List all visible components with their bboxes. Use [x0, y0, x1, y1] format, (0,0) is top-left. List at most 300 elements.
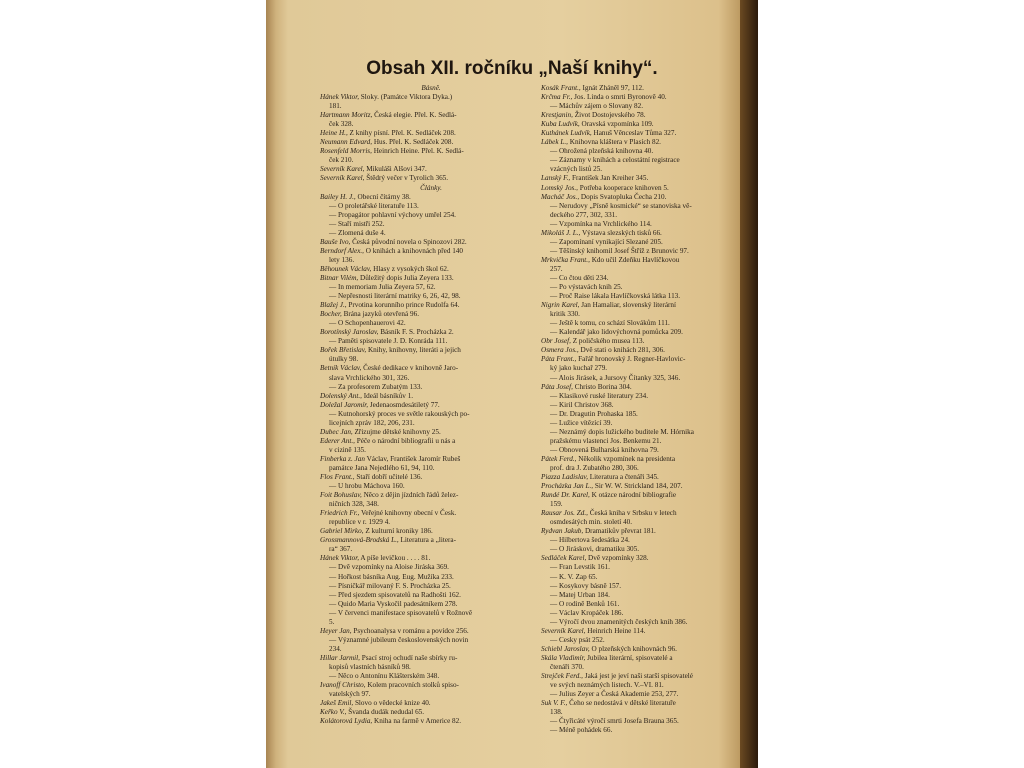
author-name: Foit Bohuslav, — [320, 491, 362, 500]
toc-entry — [541, 374, 758, 383]
toc-entry — [541, 238, 758, 247]
entry-text: ra“ 367. — [329, 545, 353, 554]
toc-entry — [320, 193, 542, 202]
entry-text: památce Jana Nejedlého 61, 94, 110. — [329, 463, 435, 472]
toc-entry — [320, 527, 542, 536]
author-name: Finberka z. Jan — [320, 454, 365, 463]
entry-text: — Záznamy v knihách a celostátní registrace — [550, 156, 680, 165]
entry-text: Jan Hamaliar, slovenský literární — [579, 301, 676, 310]
toc-entry — [541, 491, 758, 500]
entry-text: Ignát Zháněl 97, 112. — [580, 84, 644, 92]
entry-text: Knihy, knihovny, literáti a jejich — [366, 346, 461, 355]
section-heading — [320, 184, 542, 193]
toc-entry — [541, 410, 758, 419]
toc-entry — [541, 102, 758, 111]
entry-text: O plzeňských knihovnách 96. — [589, 644, 677, 653]
author-name: Ederer Ant., — [320, 436, 355, 445]
author-name: Borotínský Jaroslav, — [320, 328, 379, 337]
entry-text: Zřizujme dětské knihovny 25. — [352, 427, 441, 436]
entry-text: — Proč Raise lákala Havlíčkovská látka 113. — [550, 292, 681, 301]
toc-entry — [320, 509, 542, 518]
author-name: Běhounek Václav, — [320, 264, 372, 273]
toc-entry — [320, 383, 542, 392]
entry-text: Knihovna kláštera v Plasích 82. — [567, 138, 661, 147]
entry-text: Christo Borina 304. — [572, 382, 632, 391]
toc-entry — [541, 699, 758, 708]
author-name: Schiebl Jaroslav, — [541, 644, 590, 653]
toc-entry — [541, 129, 758, 138]
toc-entry — [541, 193, 758, 202]
entry-text: Fařář hronovský J. Regner-Havlovic- — [576, 355, 686, 364]
toc-entry — [541, 518, 758, 527]
toc-entry — [541, 554, 758, 563]
entry-text: Jaká jest je jeví naši starší spisovatelé — [582, 672, 693, 681]
toc-entry — [320, 455, 542, 464]
entry-text: Básně. — [421, 84, 441, 92]
entry-text: — Ještě k tomu, co schází Slovákům 111. — [550, 319, 670, 328]
author-name: Hillar Jarmil, — [320, 653, 360, 662]
entry-text: Hlasy z vysokých škol 62. — [371, 264, 449, 273]
entry-text: vatelských 97. — [329, 690, 371, 699]
entry-text: — Julius Zeyer a Česká Akademie 253, 277. — [550, 690, 679, 699]
entry-text: — Vzpomínka na Vrchlického 114. — [550, 219, 652, 228]
entry-text: — Nerudovy „Písně kosmické“ se stanoviska vě- — [550, 201, 692, 210]
toc-entry — [541, 319, 758, 328]
entry-text: Články. — [420, 183, 442, 192]
entry-text: Život Dostojevského 78. — [572, 111, 646, 120]
entry-text: — Quido Maria Vyskočil padesátníkem 278. — [329, 599, 458, 608]
toc-entry — [541, 545, 758, 554]
author-name: Ivanoff Christo, — [320, 681, 366, 690]
entry-text: prof. dra J. Zubatého 280, 306. — [550, 463, 639, 472]
toc-entry — [541, 202, 758, 211]
author-name: Kolátorová Lydia, — [320, 717, 373, 726]
toc-entry — [320, 364, 542, 373]
toc-entry — [541, 247, 758, 256]
entry-text: — Ohrožená plzeňská knihovna 40. — [550, 147, 654, 156]
author-name: Bauše Ivo, — [320, 237, 351, 246]
entry-text: — Nepřesnosti literární matriky 6, 26, 42, 98. — [329, 292, 461, 301]
entry-text: ničních 328, 348. — [329, 500, 379, 509]
toc-entry — [541, 211, 758, 220]
author-name: Mrkvička Frant., — [541, 255, 590, 264]
toc-entry — [541, 383, 758, 392]
entry-text: slava Vrchlického 301, 326. — [329, 373, 410, 382]
toc-entry — [320, 328, 542, 337]
entry-text: Švanda dudák nedudal 65. — [346, 708, 425, 717]
author-name: Heyer Jan, — [320, 626, 352, 635]
entry-text: Hus. Přel. K. Sedláček 208. — [372, 138, 454, 147]
toc-entry — [320, 238, 542, 247]
author-name: Dolenský Ant., — [320, 391, 362, 400]
entry-text: Jos. Linda o smrti Byronově 40. — [572, 93, 667, 102]
author-name: Mikoláš J. L., — [541, 228, 581, 237]
toc-entry — [541, 283, 758, 292]
toc-entry — [541, 364, 758, 373]
toc-entry — [320, 428, 542, 437]
entry-text: 234. — [329, 644, 342, 653]
entry-text: — Něco o Antonínu Klášterském 348. — [329, 672, 440, 681]
entry-text: Několik vzpomínek na presidenta — [576, 454, 676, 463]
author-name: Doležal Jaromír, — [320, 400, 369, 409]
toc-entry — [320, 654, 542, 663]
entry-text: — Václav Kropáček 186. — [550, 608, 624, 617]
author-name: Sedláček Karel, — [541, 554, 587, 563]
entry-text: 5. — [329, 617, 335, 626]
toc-entry — [320, 292, 542, 301]
entry-text: — Písničkář milovaný F. S. Procházka 25. — [329, 581, 451, 590]
toc-entry — [320, 446, 542, 455]
toc-entry — [541, 591, 758, 600]
toc-entry — [541, 717, 758, 726]
entry-text: Literatura a „litera- — [398, 536, 456, 545]
entry-text: Staří dobří učitelé 136. — [354, 473, 423, 482]
entry-text: Slovo o vědecké knize 40. — [353, 699, 431, 708]
author-name: Bořek Břetislav, — [320, 346, 367, 355]
author-name: Pátek Ferd., — [541, 454, 577, 463]
toc-entry — [541, 663, 758, 672]
entry-text: — Staří mistři 252. — [329, 219, 385, 228]
entry-text: — Kosykovy básně 157. — [550, 581, 622, 590]
toc-entry — [541, 93, 758, 102]
toc-entry — [541, 654, 758, 663]
toc-entry — [320, 600, 542, 609]
entry-text: Psací stroj ochudí naše sbírky ru- — [359, 653, 458, 662]
entry-text: Čeho se nedostává v dětské literatuře — [567, 699, 676, 708]
entry-text: 159. — [550, 500, 563, 509]
entry-text: Sir W. W. Strickland 184, 207. — [593, 482, 683, 491]
toc-entry — [541, 600, 758, 609]
toc-entry — [541, 174, 758, 183]
toc-entry — [320, 337, 542, 346]
entry-text: Prvotina korunního prince Rudolfa 64. — [346, 301, 460, 310]
entry-text: Dramatikův převrat 181. — [583, 527, 656, 536]
entry-text: Oravská vzpomínka 109. — [579, 120, 654, 129]
toc-entry — [541, 726, 758, 735]
book-page — [266, 0, 758, 768]
toc-entry — [320, 310, 542, 319]
entry-text: — Čtyřicáté výročí smrti Josefa Brauna 365. — [550, 717, 679, 726]
toc-entry — [320, 374, 542, 383]
author-name: Kosák Frant., — [541, 84, 581, 92]
entry-text: — Neznámý dopis lužického buditele M. Hórnika — [550, 427, 694, 436]
author-name: Lanský F., — [541, 174, 571, 183]
entry-text: Jubilea literární, spisovatelé a — [585, 653, 673, 662]
entry-text: 257. — [550, 264, 563, 273]
entry-text: — Klasikové ruské literatury 234. — [550, 391, 649, 400]
entry-text: Psychoanalysa v románu a povídce 256. — [351, 626, 469, 635]
toc-entry — [320, 582, 542, 591]
entry-text: kritik 330. — [550, 310, 580, 319]
toc-entry — [320, 102, 542, 111]
entry-text: útulky 98. — [329, 355, 359, 364]
entry-text: Literatura a čtenáři 345. — [588, 473, 659, 482]
toc-entry — [320, 220, 542, 229]
author-name: Osmera Jos., — [541, 346, 579, 355]
page-title: Obsah XII. ročníku „Naší knihy“. — [366, 58, 658, 79]
toc-entry — [320, 265, 542, 274]
entry-text: Důležitý dopis Julia Zeyera 133. — [358, 273, 454, 282]
toc-entry — [541, 681, 758, 690]
author-name: Jakeš Emil, — [320, 699, 354, 708]
toc-entry — [541, 346, 758, 355]
author-name: Rydvan Jakub, — [541, 527, 584, 536]
toc-entry — [320, 138, 542, 147]
author-name: Blažej J., — [320, 301, 347, 310]
author-name: Rausar Jos. Zd., — [541, 509, 588, 518]
entry-text: — Za profesorem Zubatým 133. — [329, 382, 423, 391]
toc-entry — [320, 147, 542, 156]
toc-entry — [320, 93, 542, 102]
author-name: Obr Josef, — [541, 337, 571, 346]
toc-entry — [541, 645, 758, 654]
toc-entry — [541, 256, 758, 265]
entry-text: vzácných listů 25. — [550, 165, 603, 174]
toc-entry — [541, 138, 758, 147]
author-name: Kuthánek Ludvík, — [541, 129, 592, 138]
toc-entry — [320, 410, 542, 419]
toc-entry — [541, 527, 758, 536]
author-name: Krčma Fr., — [541, 93, 573, 102]
toc-entry — [320, 120, 542, 129]
toc-entry — [320, 618, 542, 627]
author-name: Bailey H. J., — [320, 192, 356, 201]
entry-text: — Po výstavách knih 25. — [550, 283, 623, 292]
entry-text: — O Schopenhauerovi 42. — [329, 319, 406, 328]
toc-entry — [320, 346, 542, 355]
author-name: Krestjanin, — [541, 111, 573, 120]
toc-entry — [541, 301, 758, 310]
toc-entry — [541, 563, 758, 572]
entry-text: Česká elegie. Přel. K. Sedlá- — [372, 111, 457, 120]
entry-text: Dvě stati o knihách 281, 306. — [578, 346, 665, 355]
toc-entry — [320, 473, 542, 482]
author-name: Flos Frant., — [320, 473, 355, 482]
toc-entry — [320, 518, 542, 527]
entry-text: ček 210. — [329, 156, 354, 165]
entry-text: — V červenci manifestace spisovatelů v Rožnově — [329, 608, 473, 617]
toc-entry — [541, 573, 758, 582]
entry-text: — Kiril Christov 368. — [550, 400, 614, 409]
toc-entry — [320, 464, 542, 473]
entry-text: Z poličského musea 113. — [570, 337, 645, 346]
author-name: Suk V. F., — [541, 699, 568, 708]
right-column — [541, 84, 758, 735]
entry-text: — Cesky psát 252. — [550, 635, 605, 644]
entry-text: Potřeba kooperace knihoven 5. — [577, 183, 669, 192]
toc-entry — [541, 455, 758, 464]
toc-entry — [320, 392, 542, 401]
toc-entry — [541, 536, 758, 545]
entry-text: 138. — [550, 708, 563, 717]
entry-text: Veřejné knihovny obecní v Česk. — [359, 509, 457, 518]
toc-entry — [541, 147, 758, 156]
author-name: Páta Frant., — [541, 355, 577, 364]
entry-text: — Hilbertova šedesátka 24. — [550, 536, 630, 545]
toc-entry — [541, 111, 758, 120]
entry-text: — Dr. Dragutin Prohaska 185. — [550, 409, 638, 418]
toc-entry — [541, 428, 758, 437]
section-heading — [320, 84, 542, 93]
toc-entry — [320, 708, 542, 717]
entry-text: — Méně pohádek 66. — [550, 726, 613, 735]
entry-text: O knihách a knihovnách před 140 — [363, 246, 463, 255]
toc-entry — [320, 536, 542, 545]
entry-text: Péče o národní bibliografii u nás a — [354, 436, 456, 445]
author-name: Skála Vladimír, — [541, 653, 586, 662]
entry-text: Básník F. S. Procházka 2. — [378, 328, 454, 337]
toc-entry — [541, 274, 758, 283]
toc-entry — [541, 220, 758, 229]
toc-entry — [541, 229, 758, 238]
author-name: Lomský Jos., — [541, 183, 578, 192]
entry-text: ký jako kuchař 279. — [550, 364, 608, 373]
author-name: Berndorf Alex., — [320, 246, 364, 255]
author-name: Bocher, — [320, 310, 342, 319]
toc-entry — [320, 174, 542, 183]
toc-entry — [320, 256, 542, 265]
entry-text: ve svých neznámých listech. V.–VI. 81. — [550, 681, 664, 690]
entry-text: licejních zpráv 182, 206, 231. — [329, 418, 415, 427]
author-name: Gabriel Mirko, — [320, 527, 364, 536]
toc-entry — [541, 310, 758, 319]
toc-entry — [320, 111, 542, 120]
book-spine — [740, 0, 758, 768]
author-name: Kuba Ludvík, — [541, 120, 580, 129]
toc-entry — [320, 202, 542, 211]
entry-text: — Co čtou děti 234. — [550, 273, 609, 282]
author-name: Severník Karel, — [320, 174, 365, 183]
author-name: Friedrich Fr., — [320, 509, 360, 518]
entry-text: — O proletářské literatuře 113. — [329, 201, 419, 210]
author-name: Severník Karel, — [541, 626, 586, 635]
author-name: Rundé Dr. Karel, — [541, 491, 590, 500]
entry-text: Dvě vzpomínky 328. — [586, 554, 649, 563]
entry-text: František Jan Kreiher 345. — [570, 174, 649, 183]
author-name: Lábek L., — [541, 138, 568, 147]
entry-text: Jedenaosmdesátiletý 77. — [368, 400, 440, 409]
author-name: Grossmannová-Brodská L., — [320, 536, 399, 545]
toc-entry — [541, 337, 758, 346]
toc-entry — [541, 165, 758, 174]
toc-entry — [320, 247, 542, 256]
entry-text: Česká kniha v Srbsku v letech — [587, 509, 677, 518]
entry-text: — Zapomínaní vynikající Slezané 205. — [550, 237, 663, 246]
toc-entry — [541, 419, 758, 428]
author-name: Páta Josef, — [541, 382, 573, 391]
entry-text: — Lužice vítězící 39. — [550, 418, 613, 427]
entry-text: Kolem pracovních stolků spiso- — [365, 681, 459, 690]
toc-entry — [541, 401, 758, 410]
entry-text: — Máchův zájem o Slovany 82. — [550, 102, 644, 111]
toc-entry — [541, 184, 758, 193]
author-name: Macháč Jos., — [541, 192, 580, 201]
author-name: Betník Václav, — [320, 364, 362, 373]
author-name: Severník Karel, — [320, 165, 365, 174]
entry-text: — Výročí dvou znamenitých českých knih 386. — [550, 617, 688, 626]
toc-entry — [541, 473, 758, 482]
toc-entry — [541, 464, 758, 473]
toc-entry — [320, 229, 542, 238]
entry-text: České dedikace v knihovně Jaro- — [361, 364, 459, 373]
toc-entry — [320, 211, 542, 220]
toc-entry — [320, 717, 542, 726]
author-name: Dubec Jan, — [320, 427, 353, 436]
entry-text: K otázce národní bibliografie — [589, 491, 677, 500]
entry-text: — Významné jubileum československých novin — [329, 635, 469, 644]
toc-entry — [320, 627, 542, 636]
entry-text: Obecní čítárny 38. — [355, 192, 411, 201]
toc-entry — [320, 401, 542, 410]
entry-text: — Paměti spisovatele J. D. Konráda 111. — [329, 337, 448, 346]
toc-entry — [541, 672, 758, 681]
entry-text: — Propagátor pohlavní výchovy umřel 254. — [329, 210, 456, 219]
toc-entry — [541, 265, 758, 274]
toc-entry — [320, 301, 542, 310]
toc-entry — [320, 274, 542, 283]
entry-text: lety 136. — [329, 255, 355, 264]
entry-text: kopisů vlastních básníků 98. — [329, 663, 411, 671]
entry-text: — Obnovená Bulharská knihovna 79. — [550, 445, 659, 454]
author-name: Strejček Ferd., — [541, 672, 583, 681]
entry-text: — Dvě vzpomínky na Aloise Jiráska 369. — [329, 563, 449, 572]
toc-entry — [320, 672, 542, 681]
toc-entry — [541, 708, 758, 717]
author-name: Hartmann Moritz, — [320, 111, 373, 120]
entry-text: Hanuš Věnceslav Tůma 327. — [591, 129, 677, 138]
toc-entry — [320, 591, 542, 600]
toc-entry — [541, 618, 758, 627]
toc-entry — [320, 129, 542, 138]
toc-entry — [541, 636, 758, 645]
author-name: Piazza Ladislav, — [541, 473, 588, 482]
toc-entry — [320, 500, 542, 509]
toc-entry — [541, 328, 758, 337]
entry-text: — O Jiráskovi, dramatiku 305. — [550, 545, 640, 554]
entry-text: Něco z dějin jízdních řádů želez- — [361, 491, 459, 500]
toc-entry — [541, 509, 758, 518]
entry-text: — Před sjezdem spisovatelů na Radhošti 162. — [329, 590, 461, 599]
toc-entry — [541, 690, 758, 699]
toc-entry — [541, 355, 758, 364]
entry-text: — Zlomená duše 4. — [329, 228, 386, 237]
entry-text: A píše levičkou . . . . 81. — [359, 554, 431, 563]
entry-text: — K. V. Zap 65. — [550, 572, 598, 581]
toc-entry — [320, 545, 542, 554]
toc-entry — [320, 690, 542, 699]
entry-text: v cizině 135. — [329, 445, 366, 454]
entry-text: Heinrich Heine. Přel. K. Sedlá- — [371, 147, 464, 156]
entry-text: Ideál básníkův 1. — [361, 391, 414, 400]
toc-entry — [541, 437, 758, 446]
toc-entry — [320, 663, 542, 672]
entry-text: Mikuláši Alšovi 347. — [364, 165, 427, 174]
entry-text: Dopis Svatopluka Čecha 210. — [579, 192, 667, 201]
toc-entry — [320, 609, 542, 618]
author-name: Hánek Viktor, — [320, 93, 359, 102]
entry-text: Václav, František Jaromír Rubeš — [364, 454, 461, 463]
left-column — [320, 84, 542, 726]
entry-text: Heinrich Heine 114. — [585, 626, 646, 635]
author-name: Hánek Viktor, — [320, 554, 359, 563]
toc-entry — [541, 609, 758, 618]
entry-text: pražskému vlastenci Jos. Benkemu 21. — [550, 436, 662, 445]
author-name: Rosenfeld Morris, — [320, 147, 372, 156]
toc-entry — [541, 120, 758, 129]
toc-entry — [320, 573, 542, 582]
entry-text: — Kutnohorský proces ve světle rakouských po- — [329, 409, 470, 418]
entry-text: čtenáři 370. — [550, 663, 584, 671]
